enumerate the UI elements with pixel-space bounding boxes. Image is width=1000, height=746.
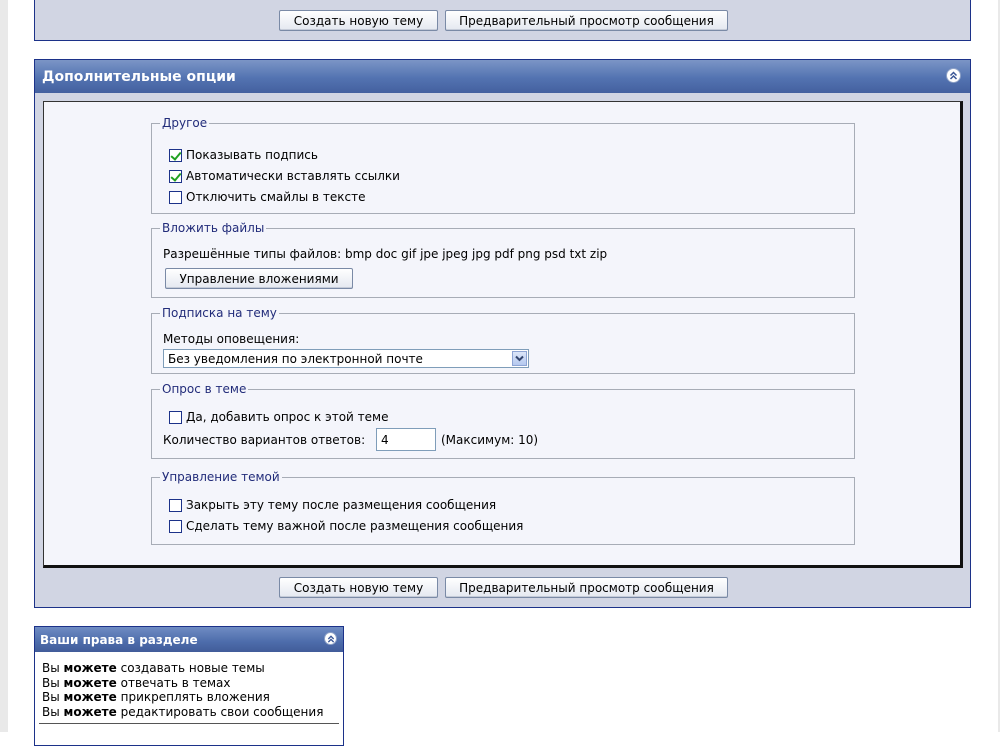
manage-attachments-button[interactable]: Управление вложениями xyxy=(165,268,353,289)
permission-verb: можете xyxy=(63,661,117,675)
reply-form-footer xyxy=(34,0,971,41)
additional-options-panel xyxy=(34,59,971,608)
close-topic-option[interactable] xyxy=(169,498,496,512)
sticky-topic-option[interactable] xyxy=(169,519,523,533)
poll-options-count-value: 4 xyxy=(381,432,389,447)
sticky-topic-checkbox[interactable] xyxy=(169,520,182,533)
forum-permissions-header xyxy=(35,627,343,652)
collapse-up-icon[interactable] xyxy=(946,68,961,83)
permission-action: прикреплять вложения xyxy=(120,690,270,704)
add-poll-label: Да, добавить опрос к этой теме xyxy=(186,410,389,424)
subscription-group xyxy=(151,306,855,374)
create-topic-button[interactable]: Создать новую тему xyxy=(279,10,438,31)
attach-files-legend: Вложить файлы xyxy=(162,221,265,235)
collapse-up-icon[interactable] xyxy=(324,632,337,645)
permission-action: отвечать в темах xyxy=(120,675,231,690)
add-poll-option[interactable] xyxy=(169,410,388,424)
show-signature-checkbox[interactable] xyxy=(169,149,182,162)
subscription-legend: Подписка на тему xyxy=(162,306,277,320)
permission-verb: можете xyxy=(63,675,117,690)
permission-line xyxy=(42,661,339,676)
notification-method-label-text: Методы оповещения: xyxy=(163,332,300,346)
permission-line xyxy=(42,705,339,720)
permission-subject: Вы xyxy=(42,690,60,704)
poll-max-note xyxy=(441,433,538,447)
disable-smilies-label: Отключить смайлы в тексте xyxy=(186,190,366,204)
poll-options-count-input[interactable] xyxy=(376,428,436,451)
notification-method-select[interactable] xyxy=(163,349,529,368)
poll-options-count-label-text: Количество вариантов ответов: xyxy=(163,433,366,447)
allowed-file-types-text: Разрешённые типы файлов: bmp doc gif jpe jpeg jpg pdf png psd txt zip xyxy=(163,247,608,261)
topic-management-group xyxy=(151,470,855,545)
disable-smilies-checkbox[interactable] xyxy=(169,191,182,204)
preview-message-button[interactable]: Предварительный просмотр сообщения xyxy=(445,10,728,31)
auto-links-label: Автоматически вставлять ссылки xyxy=(186,169,400,183)
close-topic-label: Закрыть эту тему после размещения сообщения xyxy=(186,498,497,512)
show-signature-option[interactable] xyxy=(169,148,318,162)
permission-verb: можете xyxy=(63,690,117,704)
collapse-up-glyph xyxy=(327,635,335,643)
notification-method-label xyxy=(163,332,299,346)
close-topic-checkbox[interactable] xyxy=(169,499,182,512)
chevron-down-icon[interactable] xyxy=(512,351,527,366)
attach-files-group xyxy=(151,221,855,298)
topic-management-legend: Управление темой xyxy=(162,470,280,484)
additional-options-title: Дополнительные опции xyxy=(42,68,236,85)
forum-permissions-title: Ваши права в разделе xyxy=(40,632,198,647)
additional-options-header xyxy=(35,60,970,93)
auto-links-option[interactable] xyxy=(169,169,400,183)
poll-options-count-label xyxy=(163,433,365,447)
permission-line xyxy=(42,690,339,705)
show-signature-label: Показывать подпись xyxy=(186,148,318,162)
permission-subject: Вы xyxy=(42,661,60,675)
permission-subject: Вы xyxy=(42,675,60,690)
poll-legend: Опрос в теме xyxy=(162,382,247,396)
permission-verb: можете xyxy=(63,704,117,719)
collapse-up-glyph xyxy=(949,71,958,80)
permission-action: создавать новые темы xyxy=(120,661,265,675)
preview-message-button-bottom[interactable]: Предварительный просмотр сообщения xyxy=(445,577,728,598)
forum-permissions-list xyxy=(42,661,339,719)
permission-action: редактировать свои сообщения xyxy=(120,704,324,719)
chevron-down-glyph xyxy=(515,355,524,362)
allowed-file-types xyxy=(163,247,607,261)
other-options-legend: Другое xyxy=(162,116,208,130)
create-topic-button-bottom[interactable]: Создать новую тему xyxy=(279,577,438,598)
additional-options-body xyxy=(43,101,963,568)
forum-permissions-box xyxy=(34,626,344,746)
notification-method-value: Без уведомления по электронной почте xyxy=(168,351,423,366)
poll-group xyxy=(151,382,855,459)
sticky-topic-label: Сделать тему важной после размещения сообщения xyxy=(186,519,524,533)
auto-links-checkbox[interactable] xyxy=(169,170,182,183)
left-page-rail xyxy=(0,0,8,732)
add-poll-checkbox[interactable] xyxy=(169,411,182,424)
permissions-divider xyxy=(39,723,339,724)
poll-max-note-text: (Максимум: 10) xyxy=(441,433,539,447)
other-options-group xyxy=(151,116,855,214)
disable-smilies-option[interactable] xyxy=(169,190,365,204)
permission-line xyxy=(42,676,339,691)
permission-subject: Вы xyxy=(42,704,60,719)
